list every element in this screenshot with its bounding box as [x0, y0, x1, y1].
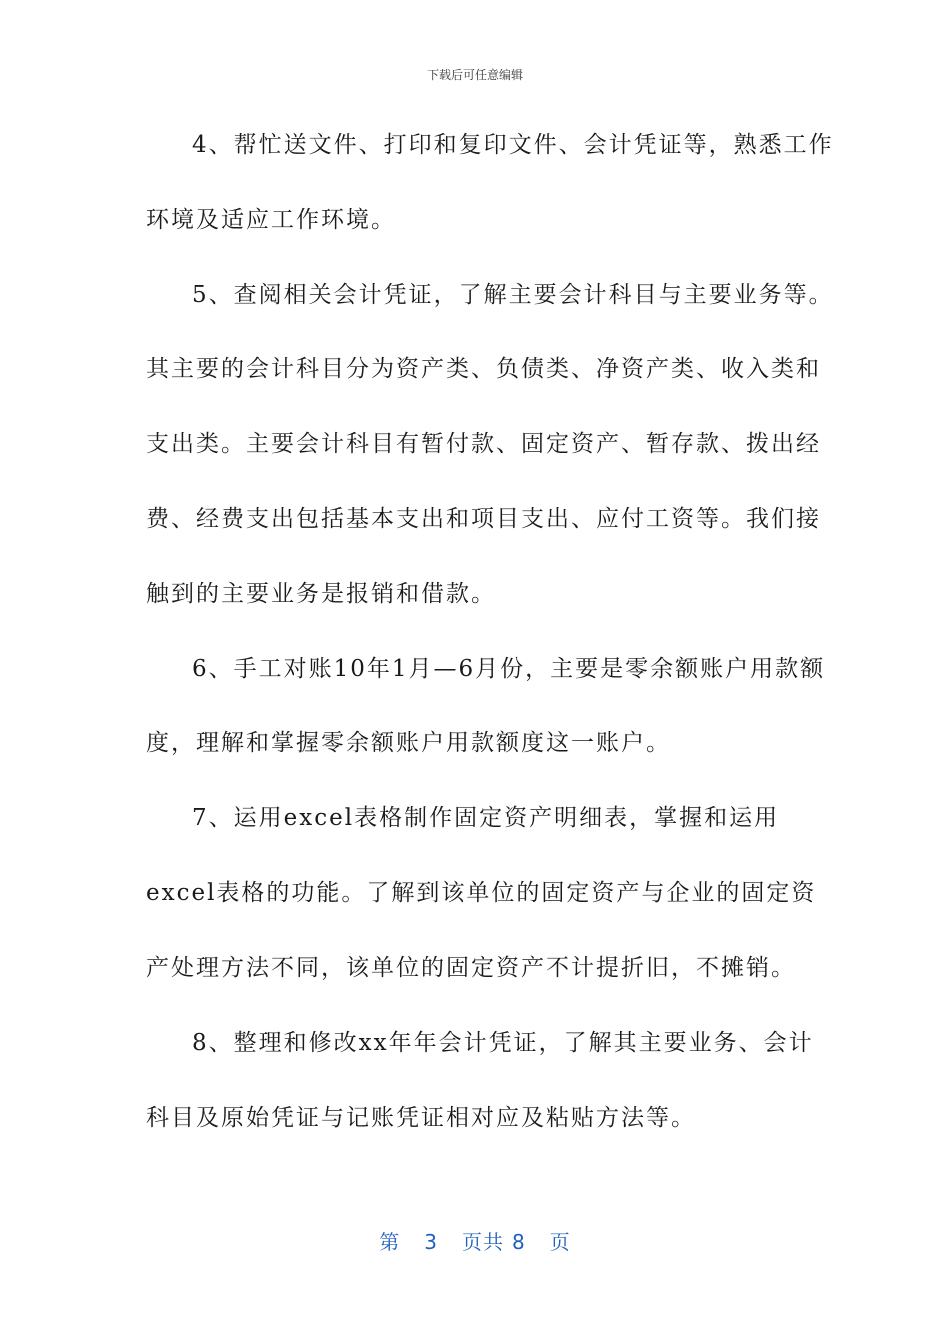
paragraph-line: 产处理方法不同，该单位的固定资产不计提折旧，不摊销。: [146, 955, 796, 981]
paragraph-line: 6、手工对账10年1月—6月份，主要是零余额账户用款额: [192, 656, 826, 682]
page-footer: [0, 1226, 950, 1255]
paragraph-line: excel表格的功能。了解到该单位的固定资产与企业的固定资: [146, 880, 817, 906]
paragraph-line: 科目及原始凭证与记账凭证相对应及粘贴方法等。: [146, 1105, 696, 1131]
paragraph-line: 支出类。主要会计科目有暂付款、固定资产、暂存款、拨出经: [146, 431, 821, 457]
footer-prefix: 第: [379, 1230, 401, 1254]
paragraph-line: 8、整理和修改xx年年会计凭证，了解其主要业务、会计: [192, 1030, 814, 1056]
total-pages-number: 8: [512, 1230, 526, 1254]
footer-suffix: 页: [549, 1230, 571, 1254]
paragraph-line: 环境及适应工作环境。: [146, 207, 396, 233]
footer-middle: 页共: [462, 1230, 504, 1254]
paragraph-line: 4、帮忙送文件、打印和复印文件、会计凭证等，熟悉工作: [192, 132, 834, 158]
paragraph-line: 其主要的会计科目分为资产类、负债类、净资产类、收入类和: [146, 356, 821, 382]
paragraph-line: 费、经费支出包括基本支出和项目支出、应付工资等。我们接: [146, 506, 821, 532]
header-note: 下载后可任意编辑: [426, 68, 523, 82]
paragraph-line: 5、查阅相关会计凭证，了解主要会计科目与主要业务等。: [192, 282, 834, 308]
paragraph-line: 触到的主要业务是报销和借款。: [146, 581, 496, 607]
paragraph-line: 度，理解和掌握零余额账户用款额度这一账户。: [146, 730, 671, 756]
paragraph-line: 7、运用excel表格制作固定资产明细表，掌握和运用: [192, 805, 780, 831]
current-page-number: 3: [424, 1230, 438, 1254]
